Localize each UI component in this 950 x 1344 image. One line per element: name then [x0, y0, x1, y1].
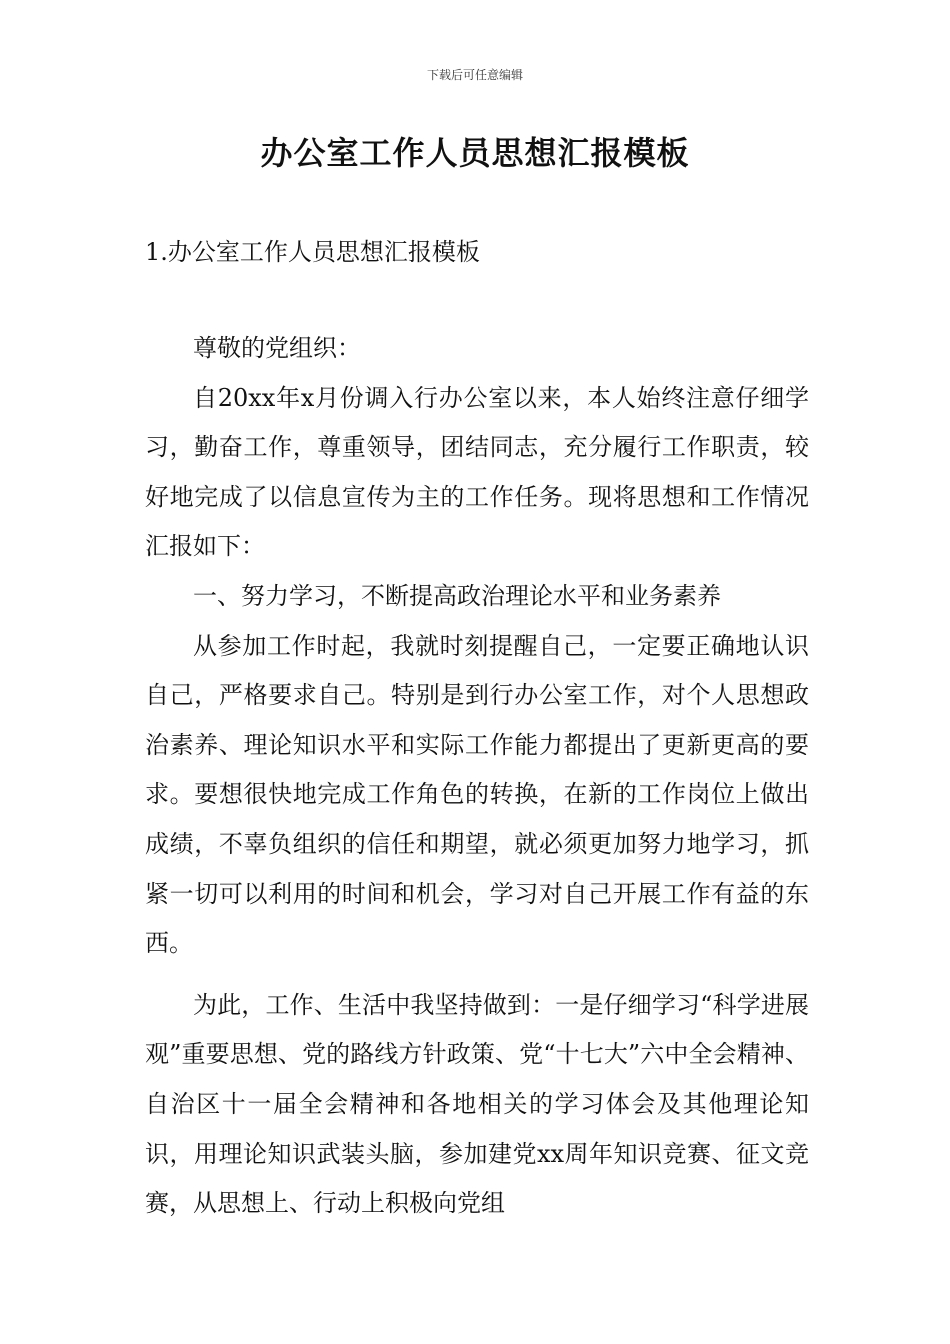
intro-paragraph: 自20xx年x月份调入行办公室以来，本人始终注意仔细学习，勤奋工作，尊重领导，团结同志，充分履行工作职责，较好地完成了以信息宣传为主的工作任务。现将思想和工作情况汇报如下： [145, 383, 809, 561]
section-heading: 1.办公室工作人员思想汇报模板 [145, 238, 480, 266]
body-paragraph: 从参加工作时起，我就时刻提醒自己，一定要正确地认识自己，严格要求自己。特别是到行办公室工作，对个人思想政治素养、理论知识水平和实际工作能力都提出了更新更高的要求。要想很快地完成工作角色的转换，在新的工作岗位上做出成绩，不辜负组织的信任和期望，就必须更加努力地学习，抓紧一切可以利用的时间和机会，学习对自己开展工作有益的东西。 [145, 631, 809, 958]
document-title: 办公室工作人员思想汇报模板 [260, 134, 690, 172]
salutation-paragraph: 尊敬的党组织： [193, 334, 361, 362]
header-note: 下载后可任意编辑 [426, 68, 523, 82]
document-body [145, 324, 809, 1229]
body-paragraph: 为此，工作、生活中我坚持做到：一是仔细学习“科学进展观”重要思想、党的路线方针政策、党“十七大”六中全会精神、自治区十一届全会精神和各地相关的学习体会及其他理论知识，用理论知识武装头脑，参加建党xx周年知识竞赛、征文竞赛，从思想上、行动上积极向党组 [145, 990, 809, 1218]
subheading-paragraph: 一、努力学习，不断提高政治理论水平和业务素养 [193, 581, 721, 610]
